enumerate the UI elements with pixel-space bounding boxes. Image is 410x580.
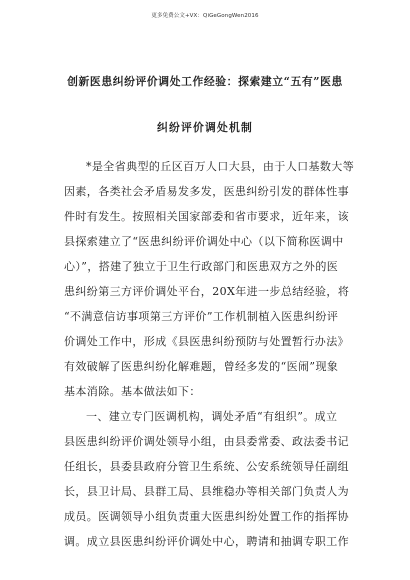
body-line: 调。成立县医患纠纷评价调处中心，聘请和抽调专职工作 xyxy=(64,535,349,548)
body-line: 基本消除。基本做法如下： xyxy=(64,385,201,398)
body-line: 心）”，搭建了独立于卫生行政部门和医患双方之外的医 xyxy=(64,260,339,273)
page-header: 更多免费公文+VX：QiGeGongWen2016 xyxy=(151,13,259,19)
document-title-line-2: 纠纷评价调处机制 xyxy=(157,121,253,134)
body-line: 县探索建立了“医患纠纷评价调处中心（以下简称医调中 xyxy=(64,235,344,248)
body-line: 价调处工作中，形成《县医患纠纷预防与处置暂行办法》 xyxy=(64,335,349,348)
body-line: 患纠纷第三方评价调处平台，20X年进一步总结经验，将 xyxy=(64,285,350,298)
body-line: 有效破解了医患纠纷化解难题，曾经多发的“医闹”现象 xyxy=(64,360,339,373)
body-line: 件时有发生。按照相关国家部委和省市要求，近年来，该 xyxy=(64,210,349,223)
body-line: 长，县卫计局、县群工局、县维稳办等相关部门负责人为 xyxy=(64,485,349,498)
body-line: *是全省典型的丘区百万人口大县，由于人口基数大等 xyxy=(86,160,355,173)
body-line: 任组长，县委县政府分管卫生系统、公安系统领导任副组 xyxy=(64,460,349,473)
body-line: 因素，各类社会矛盾易发多发，医患纠纷引发的群体性事 xyxy=(64,185,349,198)
body-line: 一、建立专门医调机构，调处矛盾“有组织”。成立 xyxy=(86,410,338,423)
body-line: 县医患纠纷评价调处领导小组，由县委常委、政法委书记 xyxy=(64,435,349,448)
document-title-line-1: 创新医患纠纷评价调处工作经验：探索建立“五有”医患 xyxy=(67,75,343,88)
body-line: “不满意信访事项第三方评价”工作机制植入医患纠纷评 xyxy=(64,310,339,323)
body-line: 成员。医调领导小组负责重大医患纠纷处置工作的指挥协 xyxy=(64,510,349,523)
